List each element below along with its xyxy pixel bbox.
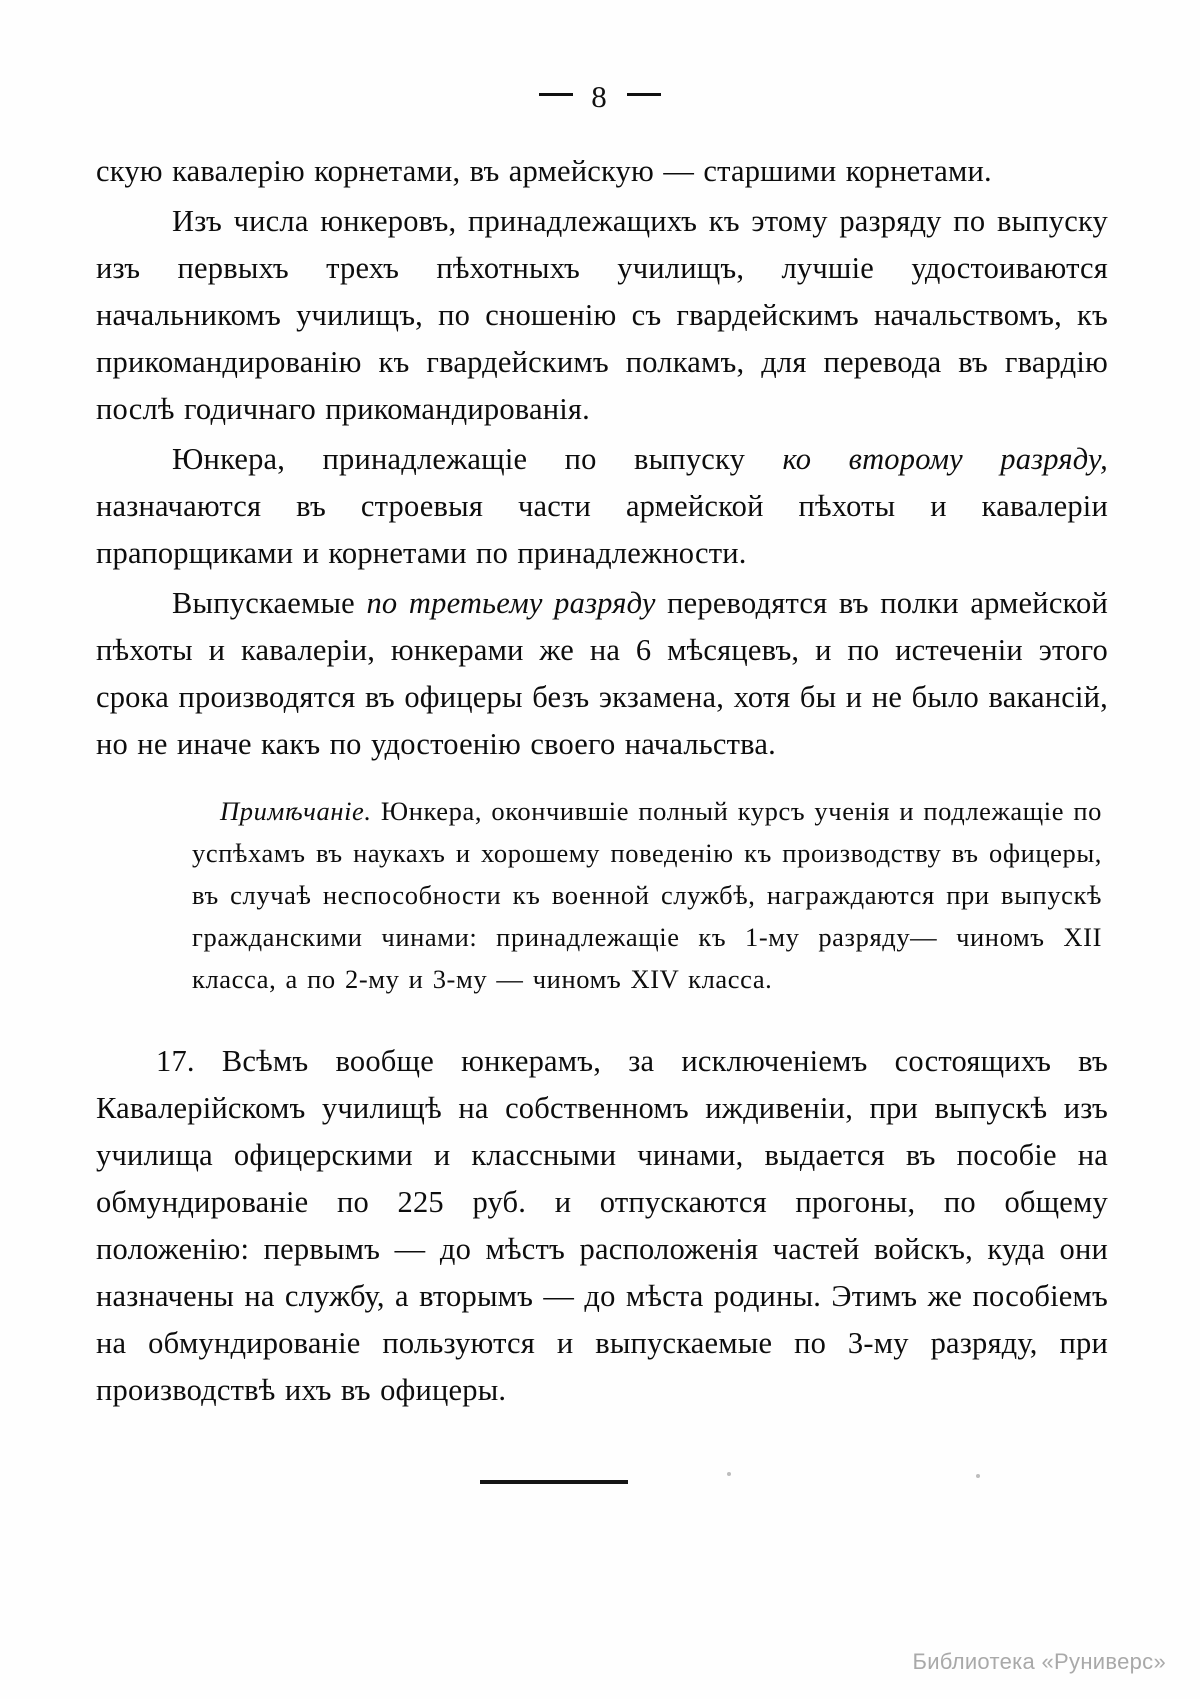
page-speck: [727, 1472, 731, 1476]
note-block: [96, 790, 1108, 1000]
page-speck: [976, 1474, 980, 1478]
header-dash-left: [539, 93, 573, 96]
note-text: Юнкера, окончившіе полный курсъ ученія и подлежащіе по успѣхамъ въ наукахъ и хорошему поведенію къ производству въ офицеры, въ случаѣ неспособности къ военной службѣ, награждаются при выпускѣ гражданскими чинами: принадлежащіе къ 1-му разряду— чиномъ XII класса, а по 2-му и 3-му — чиномъ XIV класса.: [192, 796, 1102, 994]
paragraph-second-category-text-before: Юнкера, принадлежащіе по выпуску: [172, 442, 783, 476]
paragraph-third-category-emphasis: по третьему разряду: [366, 586, 656, 620]
paragraph-third-category-text-before: Выпускаемые: [172, 586, 367, 620]
paragraph-second-category: [96, 436, 1108, 577]
paragraph-third-category-text-after: переводятся въ полки армейской пѣхоты и кавалеріи, юнкерами же на 6 мѣсяцевъ, и по истеченіи этого срока производятся въ офицеры безъ экзамена, хотя бы и не было вакансій, но не иначе какъ по удостоенію своего начальства.: [96, 586, 1108, 761]
page-body: [96, 148, 1108, 1416]
paragraph-third-category: [96, 580, 1108, 768]
page-number: 8: [591, 79, 609, 115]
note-paragraph: [192, 790, 1102, 1000]
section-divider-rule: [480, 1480, 628, 1484]
paragraph-continued: скую кавалерію корнетами, въ армейскую — старшими корнетами.: [96, 154, 992, 188]
paragraph-first-category: Изъ числа юнкеровъ, принадлежащихъ къ этому разряду по выпуску изъ первыхъ трехъ пѣхотныхъ училищъ, лучшіе удостоиваются начальникомъ училищъ, по сношенію съ гвардейскимъ начальствомъ, къ прикомандированію къ гвардейскимъ полкамъ, для перевода въ гвардію послѣ годичнаго прикомандированія.: [96, 204, 1108, 426]
note-label: Примѣчаніе.: [220, 796, 372, 826]
section-17-paragraph: 17. Всѣмъ вообще юнкерамъ, за исключеніемъ состоящихъ въ Кавалерійскомъ училищѣ на собственномъ иждивеніи, при выпускѣ изъ училища офицерскими и классными чинами, выдается въ пособіе на обмундированіе по 225 руб. и отпускаются прогоны, по общему положенію: первымъ — до мѣстъ расположенія частей войскъ, куда они назначены на службу, а вторымъ — до мѣста родины. Этимъ же пособіемъ на обмундированіе пользуются и выпускаемые по 3-му разряду, при производствѣ ихъ въ офицеры.: [96, 1044, 1108, 1407]
paragraph-second-category-text-after: назначаются въ строевыя части армейской пѣхоты и кавалеріи прапорщиками и корнетами по принадлежности.: [96, 489, 1108, 570]
library-watermark: Библиотека «Руниверс»: [912, 1649, 1166, 1674]
header-dash-right: [627, 93, 661, 96]
paragraph-second-category-emphasis: ко второму разряду,: [782, 442, 1108, 476]
section-17: [96, 1038, 1108, 1414]
page-header: [0, 78, 1200, 115]
